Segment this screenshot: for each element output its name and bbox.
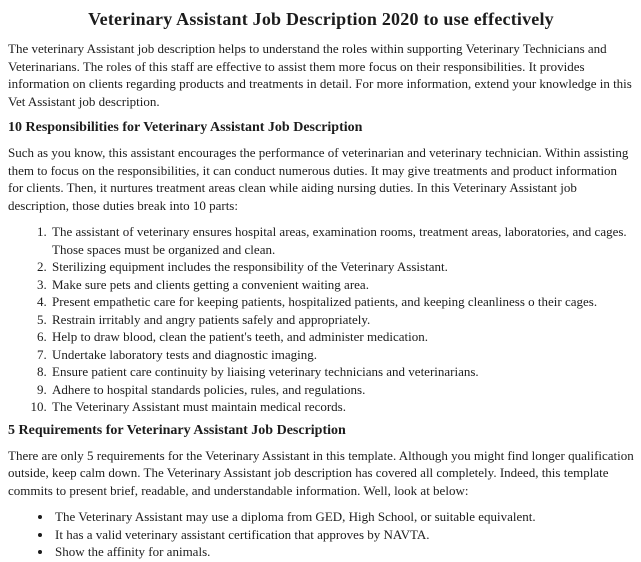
responsibilities-list xyxy=(8,223,634,416)
list-item: 6. Help to draw blood, clean the patient's teeth, and administer medication. xyxy=(50,328,634,346)
requirements-list xyxy=(8,508,634,561)
list-item: • Show the affinity for animals. xyxy=(53,543,634,561)
list-item: 10. The Veterinary Assistant must maintain medical records. xyxy=(50,398,634,416)
list-item: 7. Undertake laboratory tests and diagnostic imaging. xyxy=(50,346,634,364)
list-item: 3. Make sure pets and clients getting a convenient waiting area. xyxy=(50,276,634,294)
list-item: 1. The assistant of veterinary ensures hospital areas, examination rooms, treatment areas, laboratories, and cages. Those spaces must be organized and clean. xyxy=(50,223,634,258)
list-item: • The Veterinary Assistant may use a diploma from GED, High School, or suitable equivalent. xyxy=(53,508,634,526)
list-item: 8. Ensure patient care continuity by liaising veterinary technicians and veterinarians. xyxy=(50,363,634,381)
responsibilities-paragraph: Such as you know, this assistant encourages the performance of veterinarian and veterinary technician. Within assisting them to focus on the responsibilities, it can conduct numerous duties. It may give treatments and product information for clients. Then, it nurtures treatment areas clean while aiding nursing duties. In this Veterinary Assistant job description, those duties break into 10 parts: xyxy=(8,145,629,213)
responsibilities-heading: 10 Responsibilities for Veterinary Assistant Job Description xyxy=(8,120,363,135)
requirements-paragraph: There are only 5 requirements for the Veterinary Assistant in this template. Although you might find longer qualification outside, keep calm down. The Veterinary Assistant job description has covered all completely. Indeed, this template commits to present brief, readable, and understandable information. Well, look at below: xyxy=(8,447,634,498)
list-item: 4. Present empathetic care for keeping patients, hospitalized patients, and keeping cleanliness o their cages. xyxy=(50,293,634,311)
intro-paragraph: The veterinary Assistant job description helps to understand the roles within supporting Veterinary Technicians and Veterinarians. The roles of this staff are effective to assist them more focus on their responsibilities. It provides information on clients regarding products and treatments in detail. For more information, extend your knowledge in this Vet Assistant job description. xyxy=(8,41,632,109)
list-item: • It has a valid veterinary assistant certification that approves by NAVTA. xyxy=(53,526,634,544)
requirements-heading: 5 Requirements for Veterinary Assistant Job Description xyxy=(8,422,346,438)
list-item: 2. Sterilizing equipment includes the responsibility of the Veterinary Assistant. xyxy=(50,258,634,276)
list-item: 5. Restrain irritably and angry patients safely and appropriately. xyxy=(50,311,634,329)
list-item: 9. Adhere to hospital standards policies, rules, and regulations. xyxy=(50,381,634,399)
document-title: Veterinary Assistant Job Description 2020 to use effectively xyxy=(88,9,554,29)
